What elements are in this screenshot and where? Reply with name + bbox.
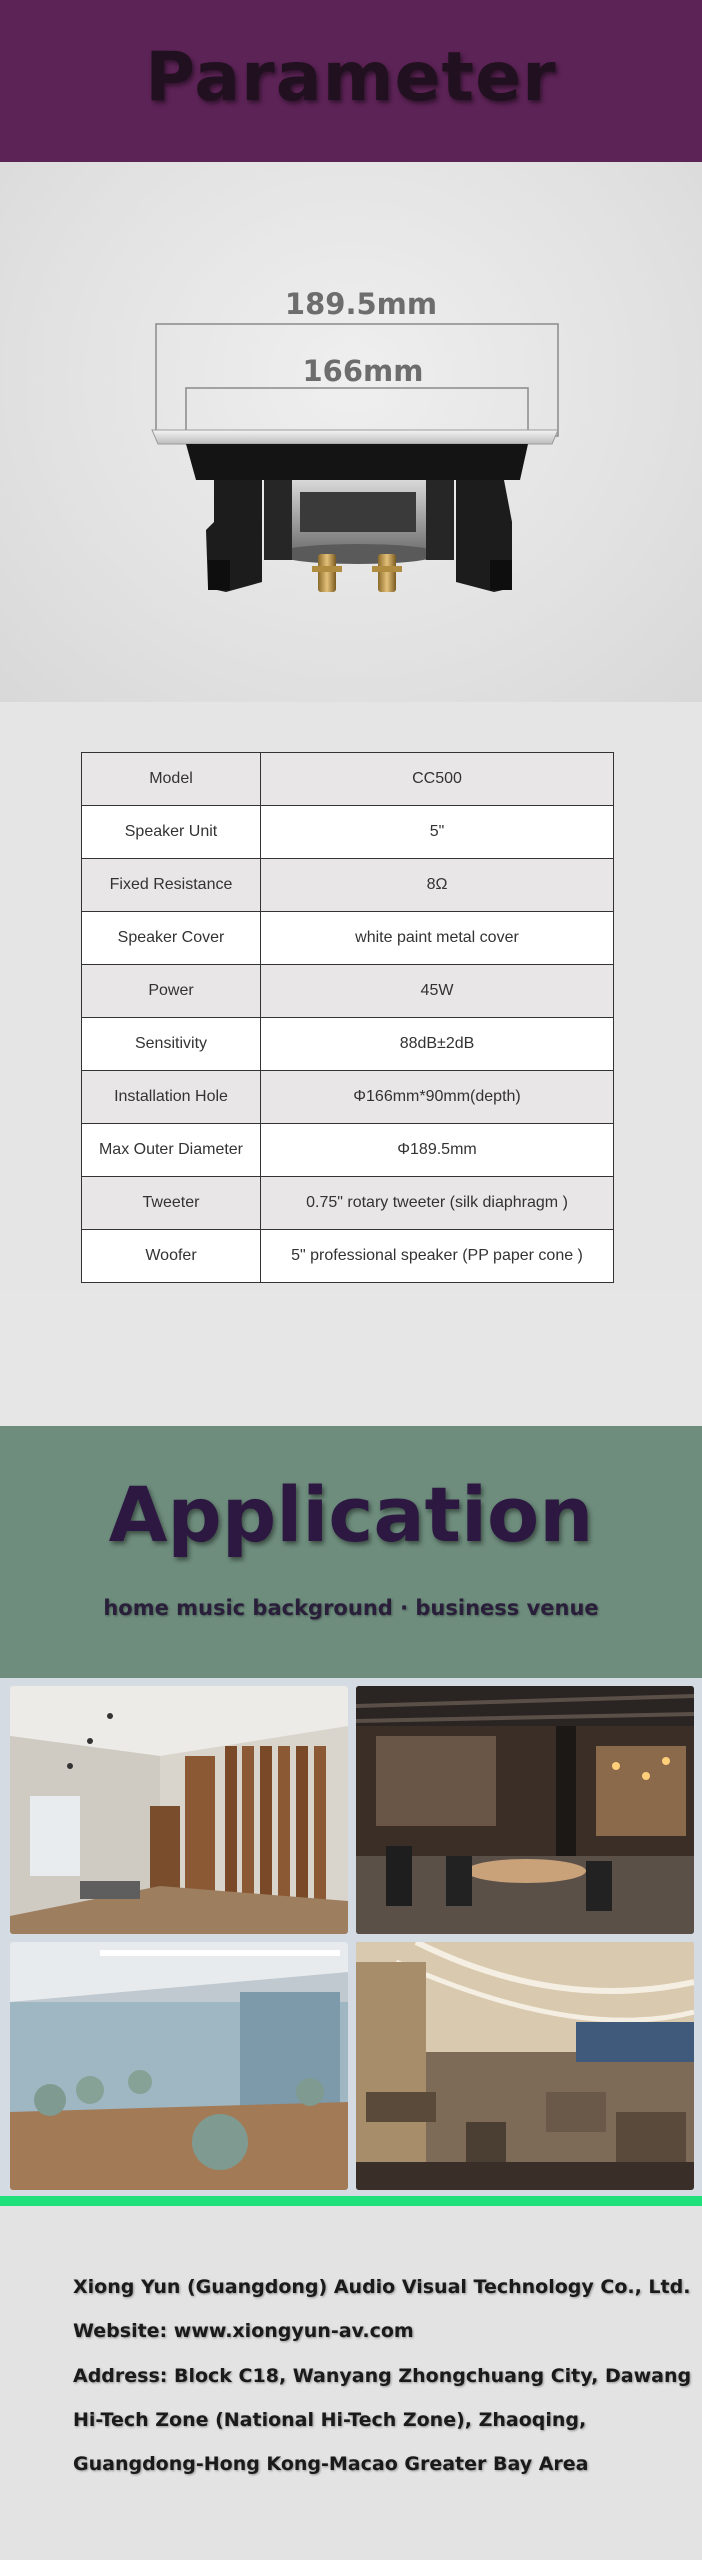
spec-key: Fixed Resistance [82, 859, 261, 912]
spec-row-woofer [82, 1230, 614, 1283]
spec-value: 5" professional speaker (PP paper cone ) [261, 1230, 614, 1283]
spec-value: 0.75" rotary tweeter (silk diaphragm ) [261, 1177, 614, 1230]
application-header [0, 1426, 702, 1678]
spec-row-speaker-cover [82, 912, 614, 965]
restaurant-photo [356, 1686, 694, 1934]
spec-key: Sensitivity [82, 1018, 261, 1071]
spec-row-tweeter [82, 1177, 614, 1230]
application-title: Application [108, 1470, 594, 1559]
inner-diameter-label: 166mm [302, 354, 424, 388]
company-website[interactable]: Website: www.xiongyun-av.com [73, 2320, 414, 2342]
inner-diameter-guide [186, 388, 528, 436]
spec-row-power [82, 965, 614, 1018]
spec-value: white paint metal cover [261, 912, 614, 965]
parameter-title: Parameter [145, 38, 557, 117]
living-room-photo [10, 1686, 348, 1934]
airport-lounge-photo [356, 1942, 694, 2190]
spec-row-fixed-resistance [82, 859, 614, 912]
spec-table [81, 752, 614, 1283]
spec-value: 5" [261, 806, 614, 859]
company-address-line-2: Hi-Tech Zone (National Hi-Tech Zone), Zhaoqing, [73, 2409, 587, 2431]
spec-key: Power [82, 965, 261, 1018]
company-info [0, 2206, 702, 2560]
application-photo-grid [0, 1678, 702, 2196]
spec-key: Speaker Cover [82, 912, 261, 965]
spec-key: Tweeter [82, 1177, 261, 1230]
spec-row-installation-hole [82, 1071, 614, 1124]
spec-value: 45W [261, 965, 614, 1018]
spec-value: CC500 [261, 753, 614, 806]
company-address-line-3: Guangdong-Hong Kong-Macao Greater Bay Area [73, 2453, 589, 2475]
speaker-illustration-area [0, 162, 702, 702]
company-address-line-1: Address: Block C18, Wanyang Zhongchuang City, Dawang [73, 2365, 692, 2387]
spec-value: 8Ω [261, 859, 614, 912]
spec-row-speaker-unit [82, 806, 614, 859]
spec-row-model [82, 753, 614, 806]
accent-divider [0, 2196, 702, 2206]
company-name: Xiong Yun (Guangdong) Audio Visual Technology Co., Ltd. [73, 2276, 691, 2298]
spec-key: Woofer [82, 1230, 261, 1283]
spec-key: Max Outer Diameter [82, 1124, 261, 1177]
speaker-illustration [0, 162, 702, 702]
spec-value: 88dB±2dB [261, 1018, 614, 1071]
outer-diameter-label: 189.5mm [284, 287, 438, 321]
spec-row-max-outer-diameter [82, 1124, 614, 1177]
spec-key: Model [82, 753, 261, 806]
spec-value: Φ189.5mm [261, 1124, 614, 1177]
parameter-header [0, 0, 702, 162]
spec-row-sensitivity [82, 1018, 614, 1071]
section-spacer [0, 1290, 702, 1426]
application-subtitle: home music background · business venue [103, 1596, 599, 1620]
spec-value: Φ166mm*90mm(depth) [261, 1071, 614, 1124]
gym-photo [10, 1942, 348, 2190]
spec-key: Speaker Unit [82, 806, 261, 859]
spec-key: Installation Hole [82, 1071, 261, 1124]
